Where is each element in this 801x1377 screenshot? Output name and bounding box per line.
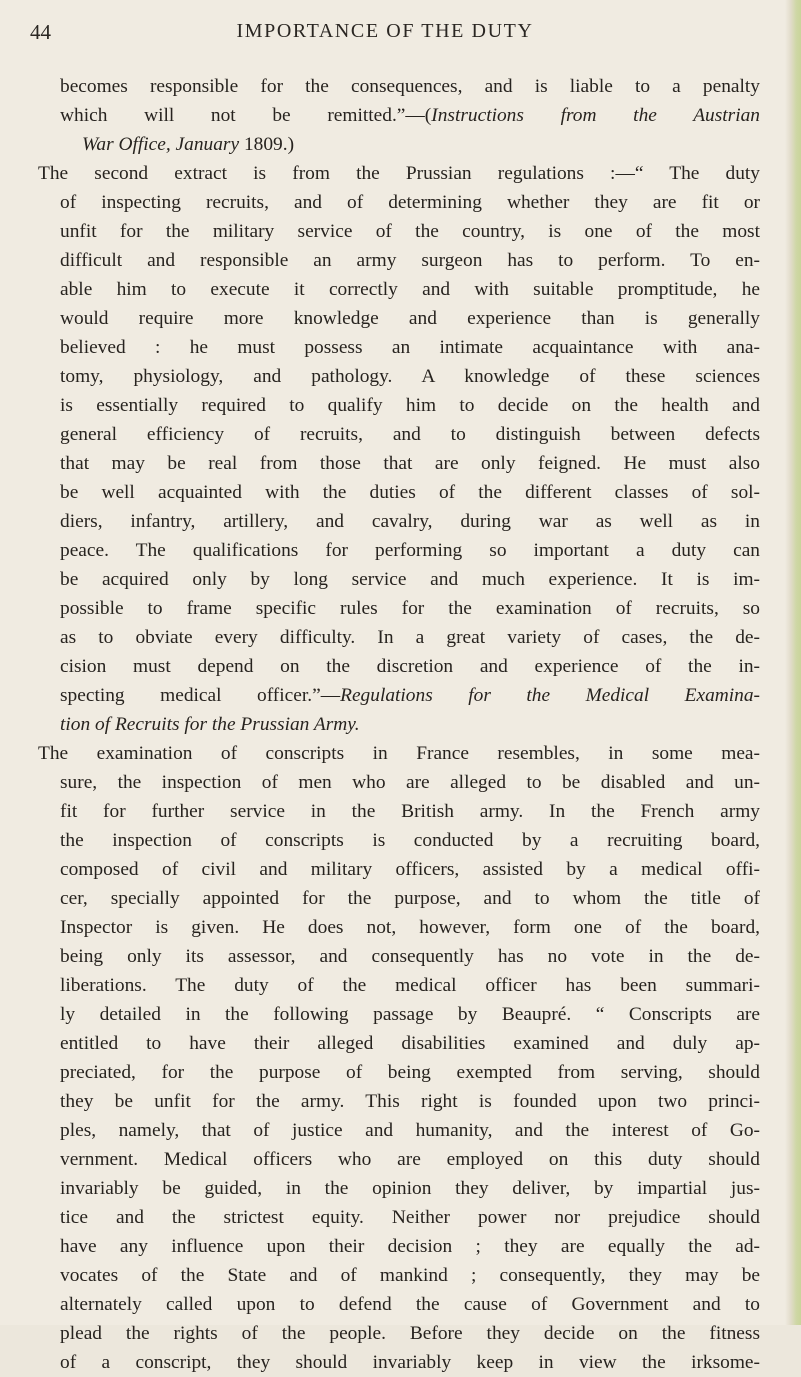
text-line: War Office, January 1809.): [82, 134, 295, 155]
text-line: the inspection of conscripts is conducted by a recruiting board,: [60, 830, 760, 851]
text-line: that may be real from those that are only feigned. He must also: [60, 453, 760, 474]
page-number: 44: [30, 20, 51, 44]
text-line: possible to frame specific rules for the examination of recruits, so: [60, 598, 760, 619]
text-line: vernment. Medical officers who are employed on this duty should: [60, 1149, 760, 1170]
text-line: invariably be guided, in the opinion they deliver, by impartial jus-: [60, 1178, 760, 1199]
text-line: composed of civil and military officers, assisted by a medical offi-: [60, 859, 760, 880]
text-line: plead the rights of the people. Before they decide on the fitness: [60, 1323, 760, 1344]
text-line: sure, the inspection of men who are alleged to be disabled and un-: [60, 772, 760, 793]
text-line: have any influence upon their decision ; they are equally the ad-: [60, 1236, 760, 1257]
text-line: difficult and responsible an army surgeon has to perform. To en-: [60, 250, 760, 271]
text-line: as to obviate every difficulty. In a great variety of cases, the de-: [60, 627, 760, 648]
text-line: alternately called upon to defend the cause of Government and to: [60, 1294, 760, 1315]
text-line: which will not be remitted.”—(Instructions from the Austrian: [60, 105, 760, 126]
text-line: tice and the strictest equity. Neither power nor prejudice should: [60, 1207, 760, 1228]
text-line: peace. The qualifications for performing so important a duty can: [60, 540, 760, 561]
paragraph-start-line: The second extract is from the Prussian regulations :—“ The duty: [38, 163, 760, 184]
text-line: tion of Recruits for the Prussian Army.: [60, 714, 360, 735]
text-line: of a conscript, they should invariably keep in view the irksome-: [60, 1352, 760, 1373]
text-line: fit for further service in the British army. In the French army: [60, 801, 760, 822]
text-line: cer, specially appointed for the purpose, and to whom the title of: [60, 888, 760, 909]
text-line: of inspecting recruits, and of determining whether they are fit or: [60, 192, 760, 213]
text-line: they be unfit for the army. This right is founded upon two princi-: [60, 1091, 760, 1112]
running-head: IMPORTANCE OF THE DUTY: [236, 20, 534, 42]
text-line: ly detailed in the following passage by Beaupré. “ Conscripts are: [60, 1004, 760, 1025]
text-line: would require more knowledge and experience than is generally: [60, 308, 760, 329]
page-header: [30, 18, 740, 50]
text-line: be acquired only by long service and much experience. It is im-: [60, 569, 760, 590]
paragraph-start-line: The examination of conscripts in France resembles, in some mea-: [38, 743, 760, 764]
text-line: Inspector is given. He does not, however, form one of the board,: [60, 917, 760, 938]
text-line: diers, infantry, artillery, and cavalry, during war as well as in: [60, 511, 760, 532]
text-line: specting medical officer.”—Regulations for the Medical Examina-: [60, 685, 761, 706]
text-line: be well acquainted with the duties of the different classes of sol-: [60, 482, 760, 503]
text-line: preciated, for the purpose of being exempted from serving, should: [60, 1062, 760, 1083]
text-line: ples, namely, that of justice and humanity, and the interest of Go-: [60, 1120, 760, 1141]
text-line: vocates of the State and of mankind ; consequently, they may be: [60, 1265, 760, 1286]
text-line: entitled to have their alleged disabilities examined and duly ap-: [60, 1033, 760, 1054]
body-text: [38, 72, 761, 1377]
text-line: cision must depend on the discretion and experience of the in-: [60, 656, 760, 677]
text-line: believed : he must possess an intimate acquaintance with ana-: [60, 337, 760, 358]
text-line: tomy, physiology, and pathology. A knowledge of these sciences: [60, 366, 760, 387]
text-line: is essentially required to qualify him to decide on the health and: [60, 395, 760, 416]
text-line: becomes responsible for the consequences, and is liable to a penalty: [60, 76, 760, 97]
text-line: able him to execute it correctly and with suitable promptitude, he: [60, 279, 760, 300]
text-line: liberations. The duty of the medical officer has been summari-: [60, 975, 760, 996]
text-line: general efficiency of recruits, and to distinguish between defects: [60, 424, 760, 445]
text-line: being only its assessor, and consequently has no vote in the de-: [60, 946, 760, 967]
page-spine-edge: [785, 0, 801, 1325]
text-line: unfit for the military service of the country, is one of the most: [60, 221, 760, 242]
